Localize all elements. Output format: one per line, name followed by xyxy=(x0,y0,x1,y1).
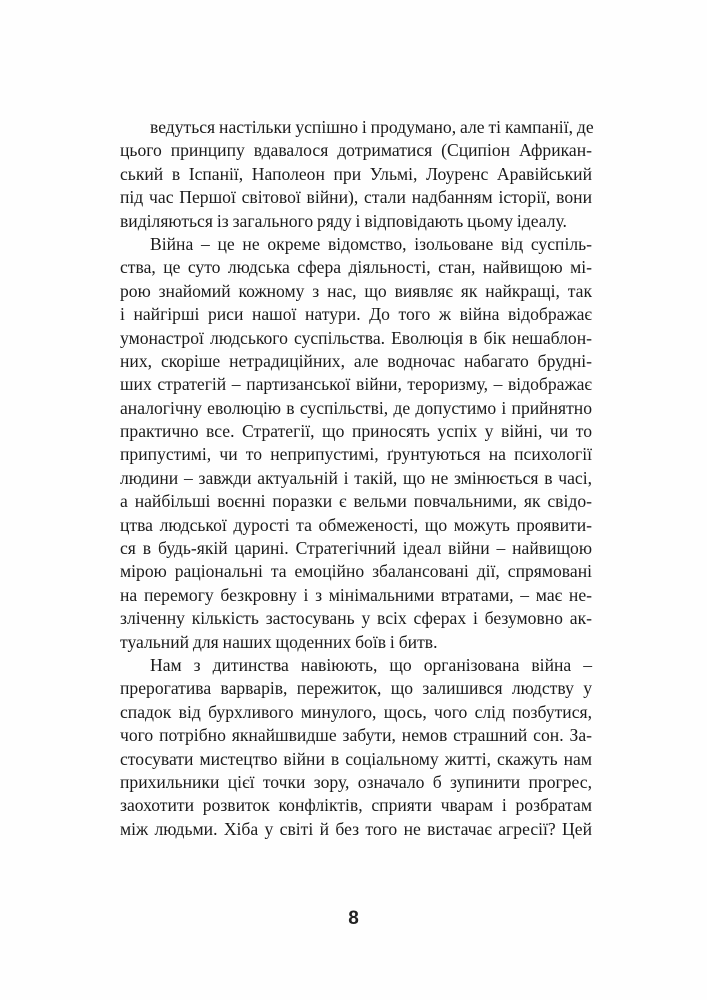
text-line: ведуться настільки успішно і продумано, але ті кампанії, де xyxy=(150,117,594,137)
text-line: ський в Іспанії, Наполеон при Ульмі, Лоуренс Аравійський xyxy=(120,163,592,184)
text-line: ства, це суто людська сфера діяльності, стан, найвищою мі- xyxy=(120,257,592,278)
text-line: між людьми. Хіба у світі й без того не вистачає агресії? Цей xyxy=(120,818,592,839)
page-number: 8 xyxy=(348,908,359,929)
text-line: ся в будь-якій царині. Стратегічний ідеал війни – найвищою xyxy=(120,538,592,559)
text-line: виділяються із загального ряду і відповідають цьому ідеалу. xyxy=(120,210,567,231)
text-line: людини – завжди актуальній і такій, що не змінюється в часі, xyxy=(120,467,592,488)
text-line: прихильники цієї точки зору, означало б зупинити прогрес, xyxy=(120,771,592,792)
paragraph xyxy=(120,116,592,233)
text-line: цтва людської дурості та обмеженості, що можуть проявити- xyxy=(120,514,592,535)
text-line: них, скоріше нетрадиційних, але водночас набагато брудні- xyxy=(120,350,592,371)
text-line: припустимі, чи то неприпустимі, ґрунтуються на психології xyxy=(120,444,592,465)
paragraph xyxy=(120,233,592,654)
text-line: і найгірші риси нашої натури. До того ж війна відображає xyxy=(120,304,592,325)
text-line: цього принципу вдавалося дотриматися (Сципіон Африкан- xyxy=(120,140,592,161)
paragraph xyxy=(120,654,592,841)
text-line: а найбільші воєнні поразки є вельми повчальними, як свідо- xyxy=(120,491,592,512)
body-text xyxy=(120,116,592,841)
text-line: рою знайомий кожному з нас, що виявляє як найкращі, так xyxy=(120,280,592,301)
text-line: Війна – це не окреме відомство, ізольоване від суспіль- xyxy=(150,233,592,254)
text-line: спадок від бурхливого минулого, щось, чого слід позбутися, xyxy=(120,701,592,722)
text-line: мірою раціональні та емоційно збалансовані дії, спрямовані xyxy=(120,561,592,582)
text-line: зліченну кількість застосувань у всіх сферах і безумовно ак- xyxy=(120,608,592,629)
text-line: практично все. Стратегії, що приносять успіх у війні, чи то xyxy=(120,421,592,442)
text-line: аналогічну еволюцію в суспільстві, де допустимо і прийнятно xyxy=(120,397,592,418)
text-line: Нам з дитинства навіюють, що організована війна – xyxy=(150,654,592,675)
text-line: чого потрібно якнайшвидше забути, немов страшний сон. За- xyxy=(120,725,592,746)
text-line: під час Першої світової війни), стали надбанням історії, вони xyxy=(120,187,592,208)
text-line: стосувати мистецтво війни в соціальному житті, скажуть нам xyxy=(120,748,592,769)
text-line: на перемогу безкровну і з мінімальними втратами, – має не- xyxy=(120,584,592,605)
text-line: заохотити розвиток конфліктів, сприяти чварам і розбратам xyxy=(120,795,592,816)
text-line: прерогатива варварів, пережиток, що залишився людству у xyxy=(120,678,592,699)
text-line: ших стратегій – партизанської війни, тероризму, – відображає xyxy=(120,374,592,395)
text-line: туальний для наших щоденних боїв і битв. xyxy=(120,631,438,652)
text-line: умонастрої людського суспільства. Еволюція в бік нешаблон- xyxy=(120,327,592,348)
